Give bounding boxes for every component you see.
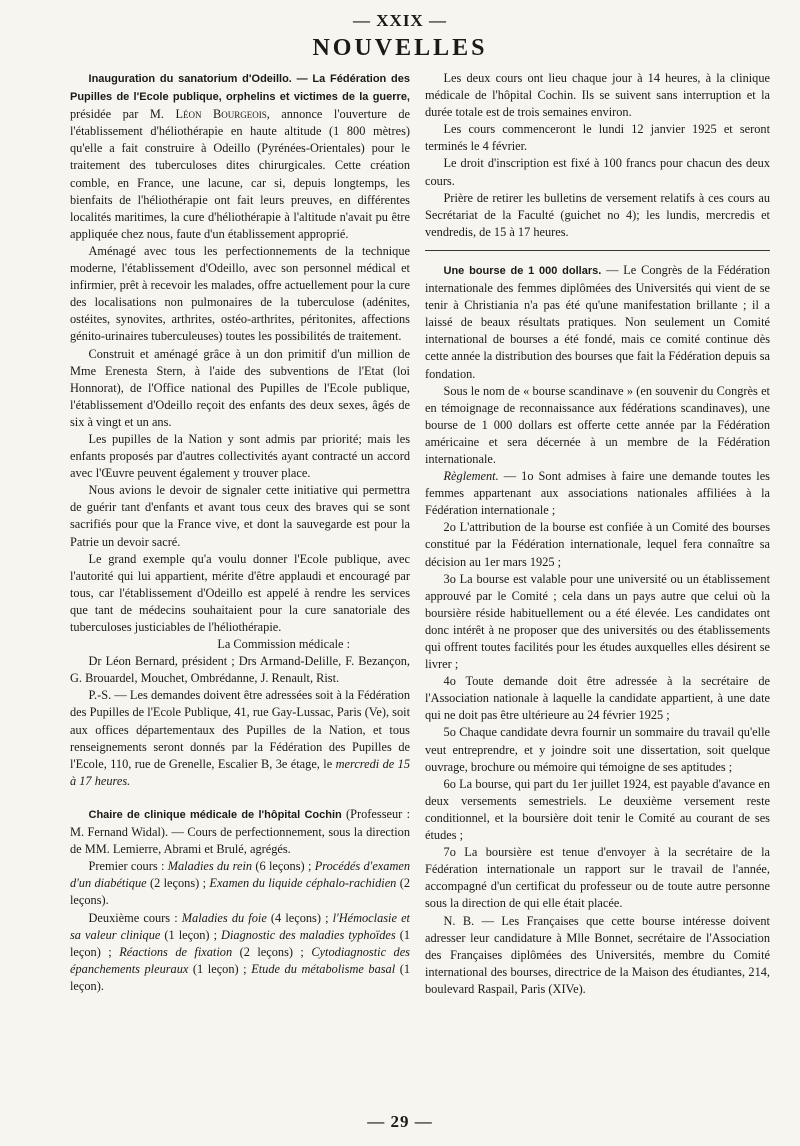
course-text: (2 leçons) ; (232, 944, 312, 959)
left-column (70, 70, 410, 995)
course-text: (2 leçons). (70, 876, 410, 908)
section-divider (425, 250, 770, 251)
cochin-schedule: Les deux cours ont lieu chaque jour à 14 heures, à la clinique médicale de l'hôpital Cochin. Ils se suivent sans interruption et la durée totale est de trois semaines environ. (425, 71, 770, 120)
postscript-text: P.-S. — Les demandes doivent être adressées soit à la Fédération des Pupilles de l'Ecole Publique, 41, rue Gay-Lussac, Paris (Ve), soit aux offices départementaux des Pupilles de la Nation, et tous renseignements seront donnés par la Fédération des Pupilles de l'Ecole, 110, rue de Grenelle, Escalier B, 3e étage, le (70, 688, 410, 771)
course-topic: Etude du métabolisme basal (251, 961, 396, 976)
commission-names: Dr Léon Bernard, président ; Drs Armand-Delille, F. Bezançon, G. Brouardel, Mouchet, Ombrédanne, J. Renault, Rist. (70, 654, 410, 686)
bourse-rule-6: 6o La bourse, qui part du 1er juillet 1924, est payable d'avance en deux versements semestriels. Le deuxième versement reste conditionnel, et la boursière doit tenir le Comité au courant de ses études ; (425, 776, 770, 843)
odeillo-paragraph-1 (70, 70, 410, 243)
cochin-course-1 (70, 858, 410, 909)
course-text: Premier cours : (88, 859, 168, 874)
course-topic: Procédés d'examen d'un diabétique (70, 859, 411, 891)
course-topic: Réactions de fixation (119, 944, 233, 959)
course-topic: Maladies du foie (181, 910, 267, 925)
course-topic: Examen du liquide céphalo-rachidien (209, 876, 397, 891)
rules-label: Règlement. (443, 469, 499, 484)
bourse-rule-7: 7o La boursière est tenue d'envoyer à la secrétaire de la Fédération internationale un rapport sur le travail de l'année, accompagné d'un certificat du professeur ou de toute autre personne sous la direction de qui elle était placée. (425, 845, 770, 911)
course-text: (1 leçon) ; (70, 927, 410, 959)
commission-title: La Commission médicale : (217, 637, 350, 652)
bourse-nota-bene: N. B. — Les Françaises que cette bourse intéresse doivent adresser leur candidature à Mlle Bonnet, secrétaire de l'Association des Françaises diplômées des Universités, membre du Comité international des bourses, directrice de la Maison des étudiantes, 214, boulevard Raspail, Paris (XIVe). (425, 913, 770, 996)
bourse-rule-5: 5o Chaque candidate devra fournir un sommaire du travail qu'elle veut entreprendre, et y joindre soit une dissertation, soit quelque ouvrage, brochure ou mémoire qui témoigne de ses aptitudes ; (425, 725, 770, 774)
cochin-text: (Professeur : M. Fernand Widal). — Cours de perfectionnement, sous la direction de MM. Lemierre, Abrami et Brulé, agrégés. (70, 806, 410, 857)
odeillo-lead: Inauguration du sanatorium d'Odeillo. — La Fédération des Pupilles de l'Ecole publique, orphelins et victimes de la guerre, (70, 73, 410, 104)
bourse-paragraph-2: Sous le nom de « bourse scandinave » (en souvenir du Congrès et en témoignage de reconnaissance aux fédérations scandinaves), une bourse de 1 000 dollars est offerte cette année par la Fédération américaine et sera décernée à un membre de la Fédération internationale. (425, 383, 770, 466)
spacer (70, 790, 410, 806)
course-topic: Diagnostic des maladies typhoïdes (221, 927, 396, 942)
section-title: NOUVELLES (312, 35, 488, 61)
cochin-fee: Le droit d'inscription est fixé à 100 francs pour chacun des deux cours. (425, 156, 770, 188)
bourse-rule-2: 2o L'attribution de la bourse est confiée à un Comité des bourses constitué par la Fédération internationale, lequel fera connaître sa décision au 1er mars 1925 ; (425, 520, 770, 569)
cochin-paragraph-1 (70, 806, 410, 858)
postscript-hours: mercredi de 15 à 17 heures. (70, 756, 410, 788)
course-text: Deuxième cours : (88, 910, 182, 925)
page-number: — 29 — (367, 1112, 433, 1131)
bourse-rule-1 (425, 468, 770, 519)
person-name: Léon Bourgeois (175, 107, 267, 122)
bourse-paragraph-1 (425, 262, 770, 383)
cochin-dates: Les cours commenceront le lundi 12 janvier 1925 et seront terminés le 4 février. (425, 122, 770, 154)
cochin-lead: Chaire de clinique médicale de l'hôpital Cochin (88, 808, 342, 821)
odeillo-text: présidée par M. (70, 107, 176, 122)
odeillo-postscript (70, 687, 410, 790)
course-text: (2 leçons) ; (146, 876, 210, 891)
bourse-rule-3: 3o La bourse est valable pour une université ou un établissement approuvé par le Comité ; cela dans un pays autre que celui où la boursière réside habituellement ou a été élevée. Les candidates ont donc intérêt à ne proposer que des universités ou des établissements qui offrent toutes facilités pour les études auxquelles elles désirent se livrer ; (425, 571, 770, 672)
right-column (425, 70, 770, 998)
odeillo-text: , annonce l'ouverture de l'établissement d'héliothérapie en haute altitude (1 800 mètres) qu'elle a fait construire à Odeillo (Pyrénées-Orientales) pour le traitement des tuberculoses dites chirurgicales. Cette création comble, en France, une lacune, car si, depuis longtemps, les bienfaits de l'héliothérapie ont fait leurs preuves, en différentes localités maritimes, la cure d'héliothérapie à l'altitude n'avait pu être appliquée chez nous, faute d'un établissement approprié. (70, 107, 410, 241)
cochin-course-2 (70, 910, 410, 995)
odeillo-paragraph-4: Les pupilles de la Nation y sont admis par priorité; mais les enfants proposés par d'autres collectivités ayant contracté un accord avec l'Œuvre peuvent également y trouver place. (70, 431, 410, 481)
course-topic: Maladies du rein (167, 859, 253, 874)
course-topic: l'Hémoclasie et sa valeur clinique (70, 910, 410, 942)
rule-text: — 1o Sont admises à faire une demande toutes les femmes appartenant aux associations nationales affiliées à la Fédération internationale ; (425, 469, 770, 518)
running-head: — XXIX — (353, 11, 447, 30)
course-text: (1 leçon). (70, 961, 411, 993)
course-text: (4 leçons) ; (266, 910, 333, 925)
course-text: (6 leçons) ; (252, 859, 315, 874)
course-topic: Cytodiagnostic des épanchements pleuraux (70, 944, 410, 976)
bourse-text: — Le Congrès de la Fédération internationale des femmes diplômées des Universités qui vient de se tenir à Christiania n'a pas été qu'une manifestation brillante ; il a laissé de beaux résultats pratiques. Non seulement un Comité international de bourses a été fondé, mais ce comité continue dès cette année la distribution des bourses que fait la Fédération depuis sa fondation. (425, 262, 770, 381)
course-text: (1 leçon) ; (188, 961, 252, 976)
odeillo-paragraph-3: Construit et aménagé grâce à un don primitif d'un million de Mme Erenesta Stern, à l'aide des subventions de l'Etat (loi Honnorat), de l'Office national des Pupilles de l'Ecole publique, l'établissement d'Odeillo reçoit des enfants des deux sexes, âgés de six à vingt et un ans. (70, 346, 410, 429)
cochin-registration: Prière de retirer les bulletins de versement relatifs à ces cours au Secrétariat de la Faculté (guichet no 4); les lundis, mercredis et vendredis, de 15 à 17 heures. (425, 190, 770, 239)
odeillo-paragraph-6: Le grand exemple qu'a voulu donner l'Ecole publique, avec l'autorité qui lui appartient, mérite d'être applaudi et encouragé par tous, car l'établissement d'Odeillo est appelé à rendre les services que tant de médecins souhaitaient pour la cure sanatoriale des tuberculoses justiciables de l'héliothérapie. (70, 551, 410, 634)
bourse-rule-4: 4o Toute demande doit être adressée à la secrétaire de l'Association nationale à laquelle la candidate appartient, à une date qui ne doit pas être ultérieure au 24 février 1925 ; (425, 674, 770, 723)
odeillo-paragraph-5: Nous avions le devoir de signaler cette initiative qui permettra de guérir tant d'enfants et avant tous ceux des braves qui se sont sacrifiés pour que la France vive, et dont la sauvegarde est pour la Patrie un devoir sacré. (70, 483, 410, 549)
course-text: (1 leçon) ; (160, 927, 222, 942)
bourse-lead: Une bourse de 1 000 dollars. (443, 264, 602, 277)
odeillo-paragraph-2: Aménagé avec tous les perfectionnements de la technique moderne, l'établissement d'Odeillo, avec son personnel médical et infirmier, prêt à recevoir les malades, offre actuellement pour la cure des localisations non pulmonaires de la tuberculose (adénites, ostéites, synovites, arthrites, ostéo-arthrites, péritonites, affections génito-urinaires tuberculeuses) toutes les possibilités de traitement. (70, 243, 410, 344)
